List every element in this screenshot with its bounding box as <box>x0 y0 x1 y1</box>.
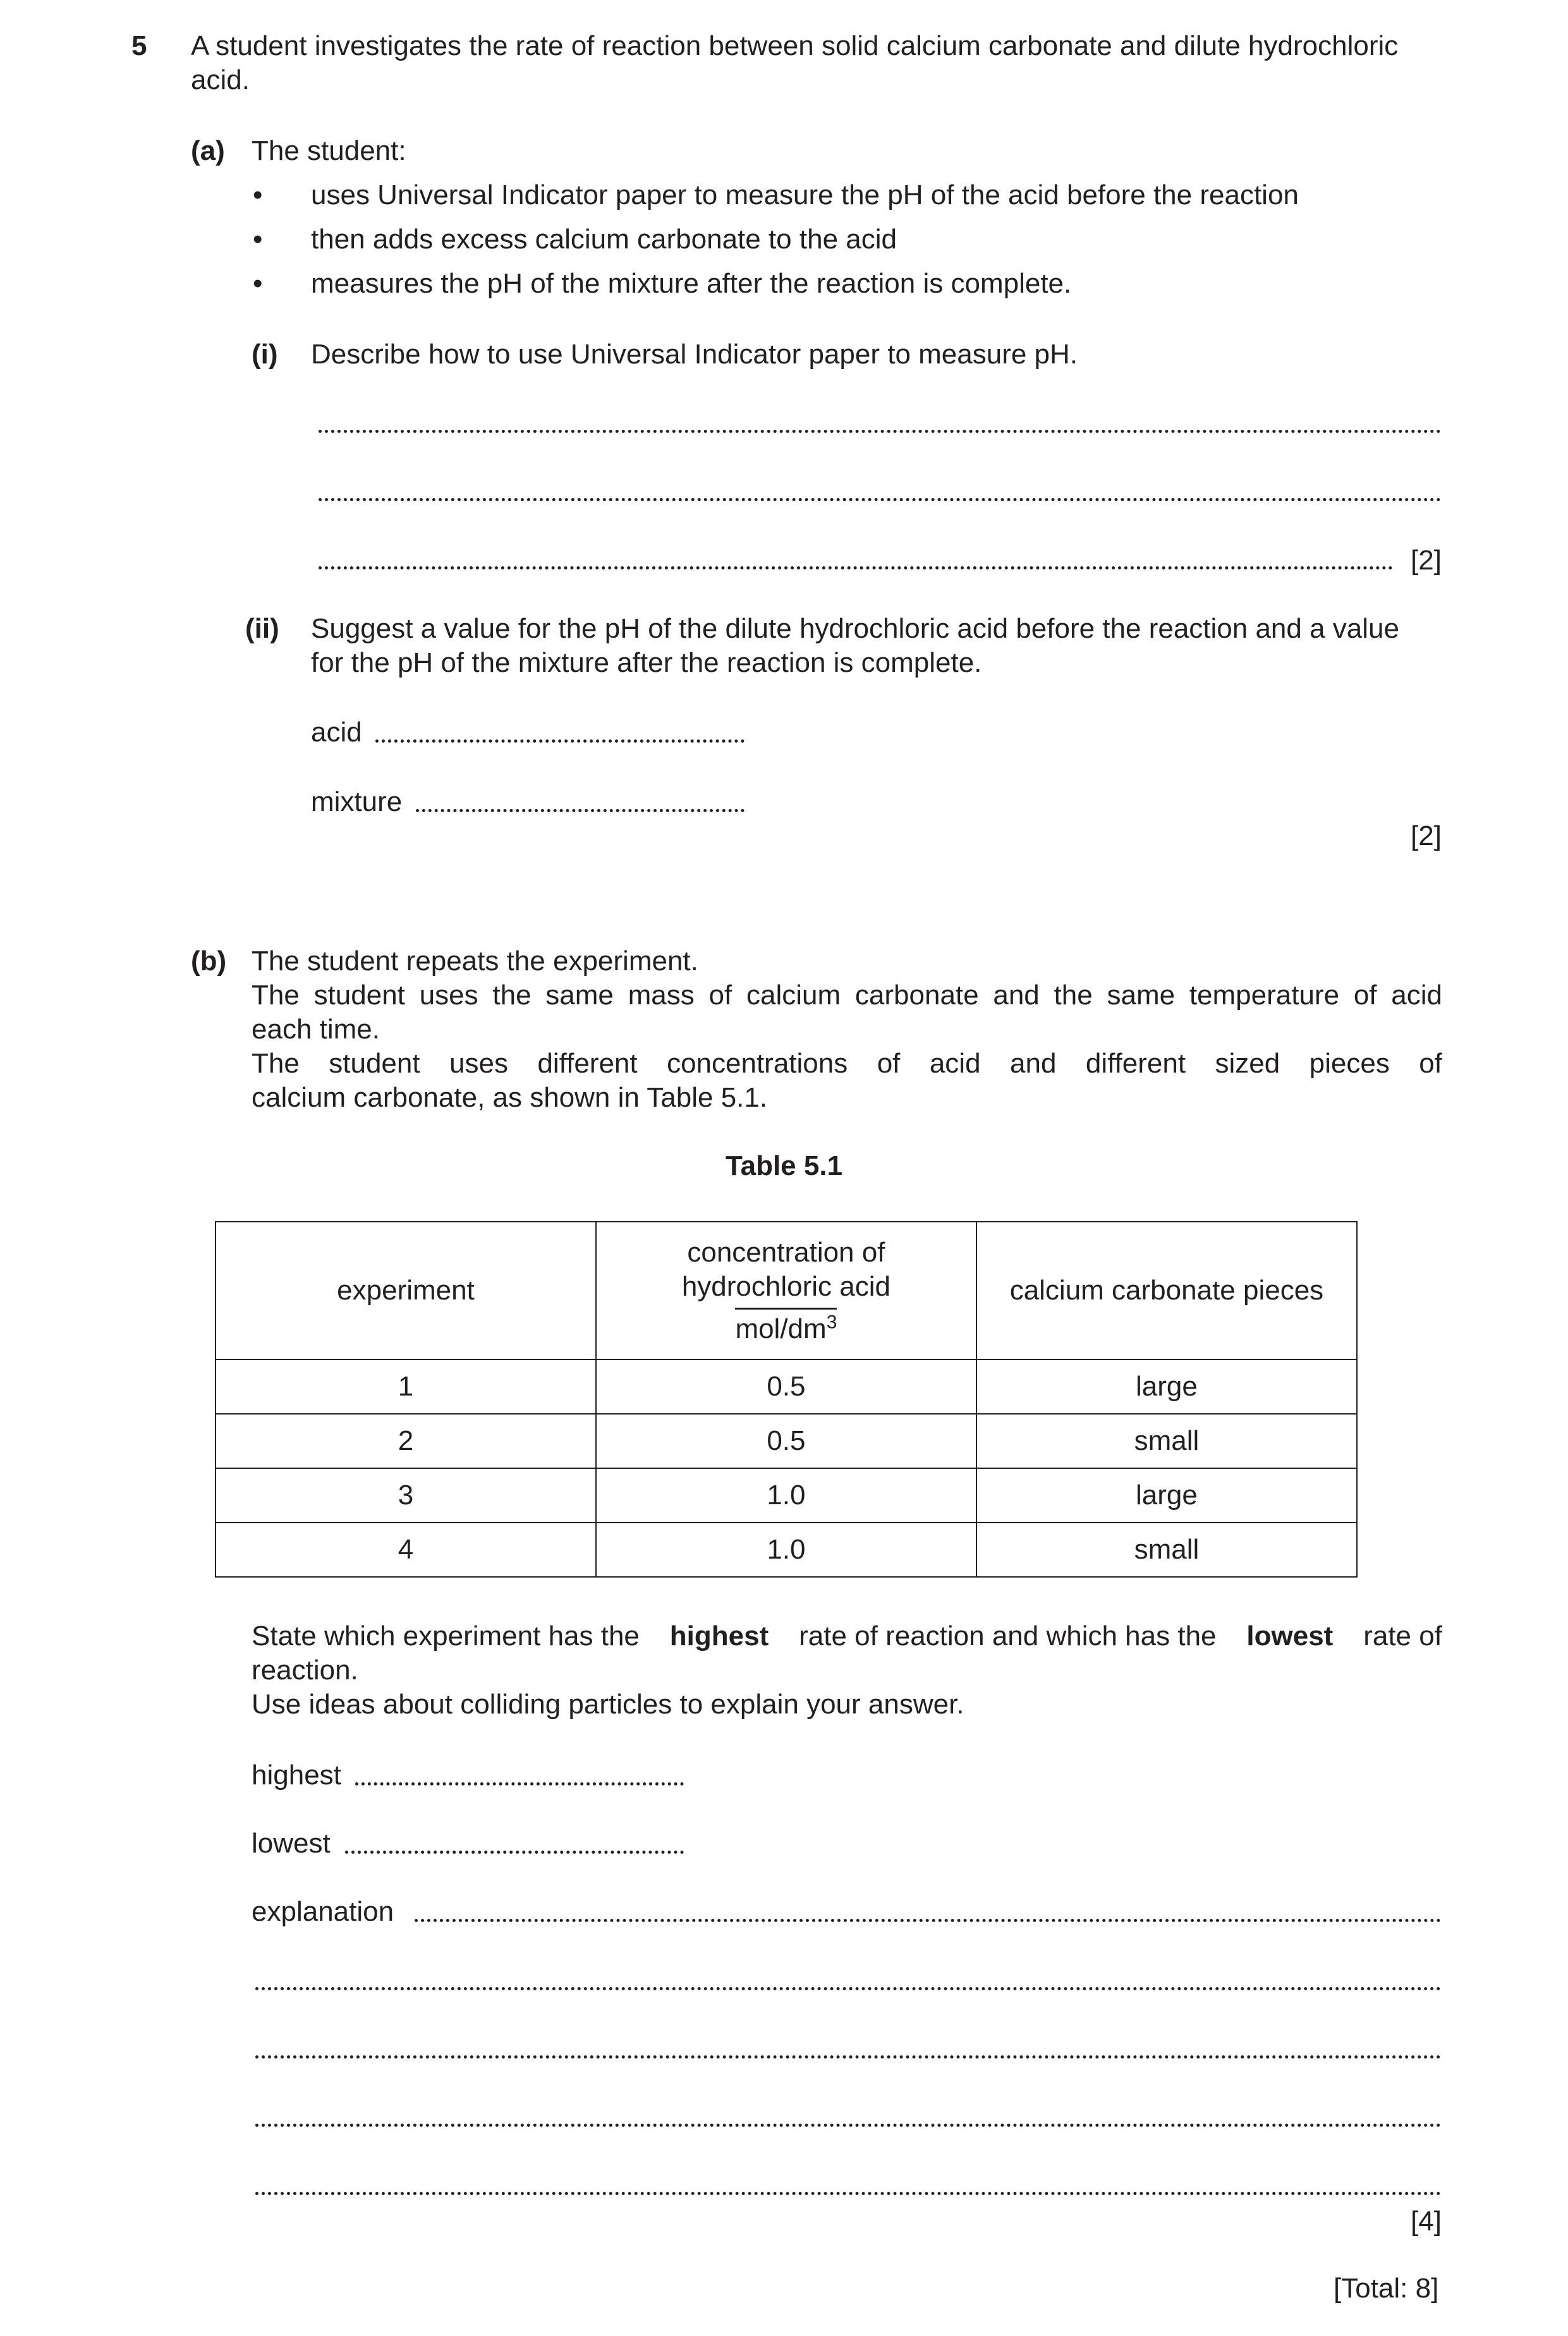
cell-experiment: 1 <box>216 1360 596 1414</box>
bullet-icon: • <box>253 224 263 255</box>
table-row <box>216 1360 1357 1414</box>
mixture-answer-line[interactable] <box>416 809 744 812</box>
marks-label: [4] <box>1411 2206 1442 2237</box>
lowest-answer-line[interactable] <box>345 1851 684 1854</box>
explanation-answer-line[interactable] <box>255 2124 1441 2127</box>
part-a-stem: The student: <box>252 135 406 166</box>
header-pieces: calcium carbonate pieces <box>976 1222 1357 1360</box>
cell-pieces: small <box>976 1414 1357 1468</box>
part-a-i-text: Describe how to use Universal Indicator paper to measure pH. <box>311 339 1078 370</box>
state-line3: Use ideas about colliding particles to explain your answer. <box>252 1689 964 1720</box>
table-row <box>216 1523 1357 1577</box>
question-intro-line2: acid. <box>191 64 250 95</box>
cell-experiment: 3 <box>216 1468 596 1523</box>
state-mid: rate of reaction and which has the <box>799 1621 1217 1652</box>
part-b-line1: The student repeats the experiment. <box>252 946 698 976</box>
explanation-answer-line[interactable] <box>255 2192 1441 2195</box>
part-a-i-label: (i) <box>252 339 278 370</box>
cell-pieces: large <box>976 1468 1357 1523</box>
explanation-answer-line[interactable] <box>255 1987 1441 1990</box>
state-lowest: lowest <box>1246 1621 1334 1652</box>
part-b-line2: The student uses the same mass of calcium carbonate and the same temperature of acid <box>252 980 1442 1011</box>
state-highest: highest <box>669 1621 769 1652</box>
marks-label: [2] <box>1411 545 1442 576</box>
state-line1 <box>252 1619 1442 1653</box>
conc-unit-text: mol/dm <box>735 1313 827 1344</box>
table-row <box>216 1414 1357 1468</box>
question-number: 5 <box>131 30 147 61</box>
bullet-item: then adds excess calcium carbonate to the acid <box>311 224 897 255</box>
cell-concentration: 0.5 <box>596 1414 976 1468</box>
explanation-answer-line[interactable] <box>415 1919 1441 1922</box>
question-intro-line1: A student investigates the rate of reaction between solid calcium carbonate and dilute hydrochloric <box>191 30 1399 61</box>
header-experiment: experiment <box>216 1222 596 1360</box>
header-concentration <box>596 1222 976 1360</box>
bullet-icon: • <box>253 179 263 210</box>
answer-line[interactable] <box>319 430 1441 433</box>
state-post: rate of <box>1363 1621 1442 1652</box>
acid-label: acid <box>311 717 362 748</box>
cell-pieces: small <box>976 1523 1357 1577</box>
cell-concentration: 1.0 <box>596 1468 976 1523</box>
cell-concentration: 0.5 <box>596 1360 976 1414</box>
part-b-line4: The student uses different concentrations of acid and different sized pieces of <box>252 1048 1442 1079</box>
lowest-label: lowest <box>252 1828 331 1859</box>
cell-concentration: 1.0 <box>596 1523 976 1577</box>
total-marks: [Total: 8] <box>1334 2273 1439 2304</box>
bullet-item: uses Universal Indicator paper to measure the pH of the acid before the reaction <box>311 179 1299 210</box>
part-b-label: (b) <box>191 946 227 976</box>
explanation-answer-line[interactable] <box>255 2055 1441 2059</box>
state-line2: reaction. <box>252 1655 358 1686</box>
table-title: Table 5.1 <box>726 1150 843 1181</box>
part-a-ii-line2: for the pH of the mixture after the reaction is complete. <box>311 647 982 678</box>
header-conc-line1: concentration of <box>687 1236 885 1268</box>
table-header-row <box>216 1222 1357 1360</box>
mixture-label: mixture <box>311 786 403 817</box>
table-row <box>216 1468 1357 1523</box>
explanation-label: explanation <box>252 1896 394 1927</box>
part-a-ii-line1: Suggest a value for the pH of the dilute hydrochloric acid before the reaction and a value <box>311 613 1399 644</box>
answer-line[interactable] <box>319 498 1441 501</box>
highest-label: highest <box>252 1760 341 1791</box>
cell-experiment: 4 <box>216 1523 596 1577</box>
part-b-line5: calcium carbonate, as shown in Table 5.1. <box>252 1082 768 1113</box>
bullet-icon: • <box>253 268 263 299</box>
part-a-ii-label: (ii) <box>245 613 279 644</box>
bullet-item: measures the pH of the mixture after the reaction is complete. <box>311 268 1072 299</box>
answer-line[interactable] <box>319 566 1393 569</box>
header-conc-unit <box>735 1308 837 1346</box>
part-a-label: (a) <box>191 135 225 166</box>
table-5-1 <box>215 1221 1358 1578</box>
conc-unit-superscript: 3 <box>826 1311 837 1332</box>
cell-pieces: large <box>976 1360 1357 1414</box>
cell-experiment: 2 <box>216 1414 596 1468</box>
header-conc-line2: hydrochloric acid <box>681 1270 890 1302</box>
highest-answer-line[interactable] <box>355 1782 684 1785</box>
acid-answer-line[interactable] <box>375 739 744 743</box>
state-pre: State which experiment has the <box>252 1621 640 1652</box>
marks-label: [2] <box>1411 820 1442 851</box>
part-b-line3: each time. <box>252 1014 380 1045</box>
